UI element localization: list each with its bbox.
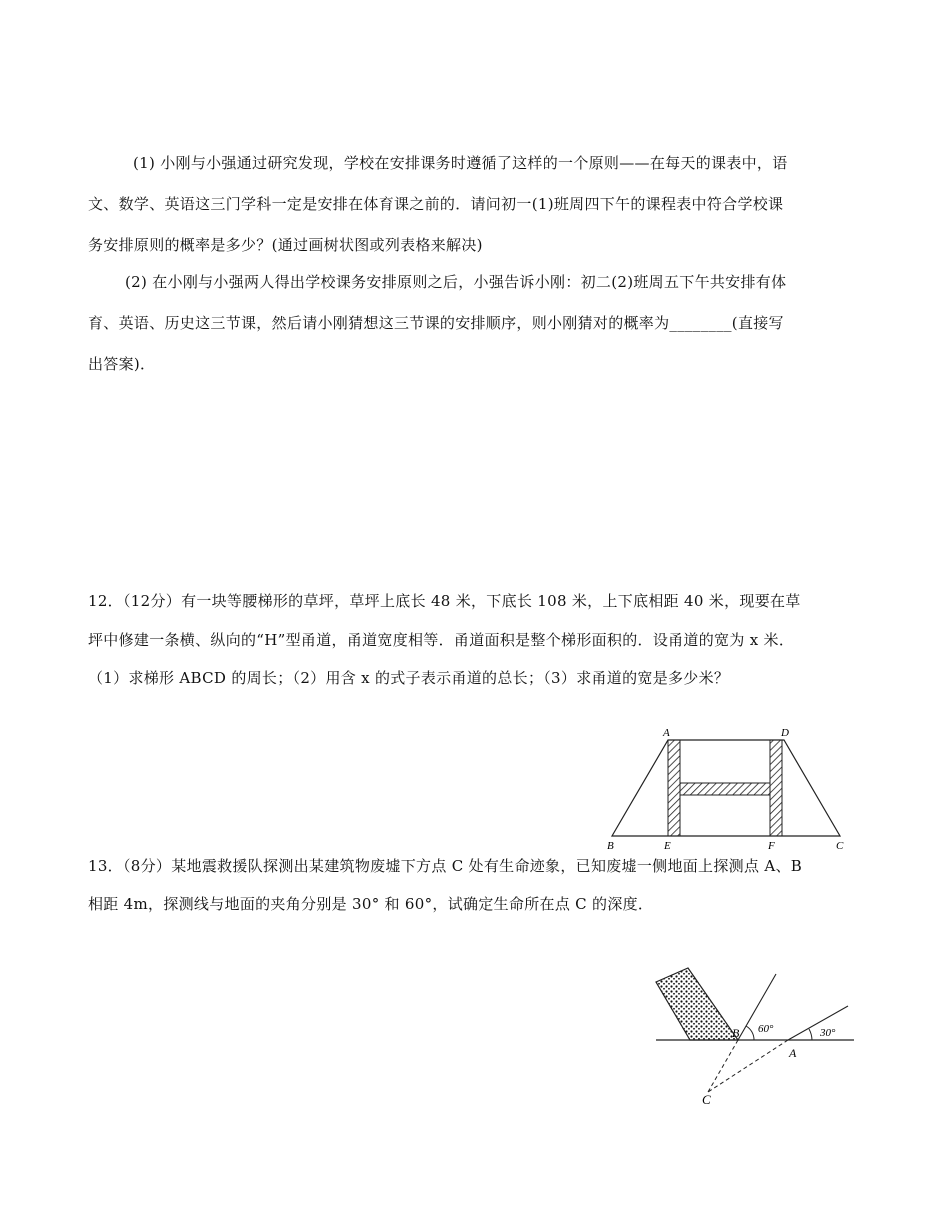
label-B: B [732, 1026, 740, 1040]
h-path-left-bar [668, 740, 680, 836]
label-F: F [768, 840, 775, 852]
q12-line2: 坪中修建一条横、纵向的“H”型甬道，甬道宽度相等．甬道面积是整个梯形面积的．设甬道的宽为 x 米． [88, 631, 795, 649]
q11-part2-line2: 育、英语、历史这三节课，然后请小刚猜想这三节课的安排顺序，则小刚猜对的概率为________(直接写 [88, 314, 784, 332]
angle-arc-30 [809, 1029, 812, 1040]
h-path-crossbar [680, 783, 770, 795]
dashed-line-BC [708, 1040, 738, 1092]
rubble-block [656, 968, 738, 1040]
q13-line1: 13．（8分）某地震救援队探测出某建筑物废墟下方点 C 处有生命迹象，已知废墟一侧地面上探测点 A、B [88, 857, 803, 875]
q12-line3: （1）求梯形 ABCD 的周长；（2）用含 x 的式子表示甬道的总长；（3）求甬道的宽是多少米？ [88, 669, 730, 687]
trapezoid-h-path-figure [600, 722, 860, 852]
label-C: C [836, 840, 844, 852]
detection-line-30 [788, 1006, 848, 1040]
label-D: D [781, 727, 789, 739]
label-B: B [607, 840, 614, 852]
label-E: E [664, 840, 671, 852]
q13-line2: 相距 4m，探测线与地面的夹角分别是 30° 和 60°，试确定生命所在点 C 的深度． [88, 895, 654, 913]
label-A: A [789, 1046, 797, 1060]
angle-arc-60 [746, 1026, 754, 1040]
q11-part1-line3: 务安排原则的概率是多少？(通过画树状图或列表格来解决) [88, 236, 483, 254]
label-30: 30° [820, 1027, 836, 1039]
dashed-line-AC [708, 1040, 788, 1092]
q11-part1-line1: (1) 小刚与小强通过研究发现，学校在安排课务时遵循了这样的一个原则——在每天的课表中，语 [133, 154, 788, 172]
q11-part1-line2: 文、数学、英语这三门学科一定是安排在体育课之前的．请问初一(1)班周四下午的课程表中符合学校课 [88, 195, 784, 213]
h-path-right-bar [770, 740, 782, 836]
label-C: C [702, 1092, 711, 1107]
q11-part2-line3: 出答案)． [88, 355, 156, 373]
label-A: A [663, 727, 670, 739]
q11-part2-line1: (2) 在小刚与小强两人得出学校课务安排原则之后，小强告诉小刚：初二(2)班周五下午共安排有体 [125, 273, 787, 291]
label-60: 60° [758, 1023, 774, 1035]
q12-line1: 12．（12分）有一块等腰梯形的草坪，草坪上底长 48 米，下底长 108 米，上下底相距 40 米，现要在草 [88, 592, 801, 610]
rubble-detection-figure [650, 960, 860, 1110]
